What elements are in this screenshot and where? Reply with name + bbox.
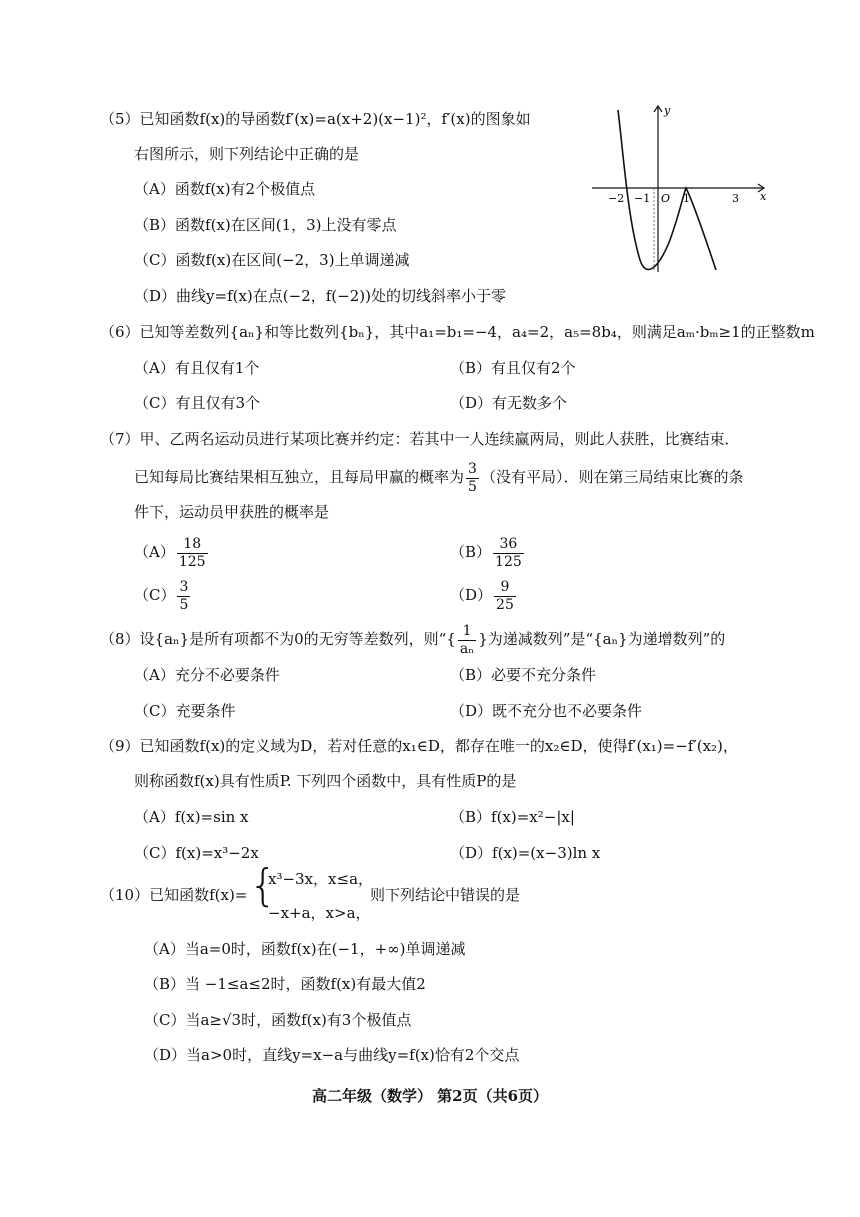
q7-option-a: [134, 535, 210, 571]
q8-reciprocal-fraction: [458, 623, 476, 658]
fraction-denominator: 125: [495, 553, 522, 570]
q8-option-b: （B）必要不充分条件: [450, 666, 597, 684]
fraction-numerator: 18: [177, 536, 208, 554]
q6-option-b: （B）有且仅有2个: [450, 359, 576, 377]
q9-stem-line2: 则称函数f(x)具有性质P. 下列四个函数中，具有性质P的是: [134, 772, 517, 790]
option-fraction: [177, 536, 208, 571]
q6-option-c: （C）有且仅有3个: [134, 394, 261, 412]
option-label: （A）: [134, 543, 175, 561]
q10-option-d: （D）当a>0时，直线y=x−a与曲线y=f(x)恰有2个交点: [144, 1046, 520, 1064]
fraction-denominator: 125: [178, 553, 206, 570]
q5-stem-line2: 右图所示，则下列结论中正确的是: [134, 145, 360, 163]
q5-derivative-graph: [588, 100, 768, 280]
q5-option-c: （C）函数f(x)在区间(−2，3)上单调递减: [134, 251, 410, 269]
fraction-numerator: 3: [468, 460, 477, 477]
q7-stem-line2-post: （没有平局）．则在第三局结束比赛的条: [480, 468, 744, 486]
q10-option-c: （C）当a≥√3时，函数f(x)有3个极值点: [144, 1011, 412, 1029]
origin-label: O: [661, 192, 671, 205]
q9-option-a: （A）f(x)=sin x: [134, 808, 249, 826]
q6-option-d: （D）有无数多个: [450, 394, 568, 412]
fraction-denominator: 25: [496, 596, 514, 613]
option-label: （C）: [134, 586, 176, 604]
q7-option-b: [450, 535, 526, 571]
q5-option-a: （A）函数f(x)有2个极值点: [134, 180, 316, 198]
tick-label-1: 1: [683, 192, 690, 205]
q9-option-c: （C）f(x)=x³−2x: [134, 844, 259, 862]
q10-option-b: （B）当 −1≤a≤2时，函数f(x)有最大值2: [144, 975, 426, 993]
q7-option-d: [450, 578, 518, 614]
q8-stem-pre: （8）设{aₙ}是所有项都不为0的无穷等差数列，则“{: [100, 630, 456, 648]
q7-stem-line2-pre: 已知每局比赛结果相互独立，且每局甲赢的概率为: [134, 468, 465, 486]
fraction-numerator: 36: [493, 536, 524, 554]
piecewise-brace: {: [249, 860, 277, 911]
q10-stem-pre: （10）已知函数f(x)=: [100, 886, 248, 904]
q8-option-c: （C）充要条件: [134, 702, 236, 720]
tick-label-3: 3: [732, 192, 739, 205]
option-fraction: [494, 579, 516, 614]
q6-option-a: （A）有且仅有1个: [134, 359, 260, 377]
q9-option-d: （D）f(x)=(x−3)ln x: [450, 844, 601, 862]
q5-option-d: （D）曲线y=f(x)在点(−2，f(−2))处的切线斜率小于零: [134, 287, 506, 305]
q8-option-a: （A）充分不必要条件: [134, 666, 280, 684]
fraction-numerator: 3: [179, 578, 189, 595]
option-fraction: [177, 579, 190, 614]
q6-stem: （6）已知等差数列{aₙ}和等比数列{bₙ}，其中a₁=b₁=−4，a₄=2，a₅=8b₄，则满足aₘ·bₘ≥1的正整数m: [100, 323, 815, 341]
derivative-curve: [618, 110, 716, 270]
x-axis-label: x: [760, 190, 767, 203]
q7-stem-line2: [134, 460, 743, 496]
tick-label-minus1: −1: [634, 192, 651, 205]
q7-stem-line3: 件下，运动员甲获胜的概率是: [134, 503, 330, 521]
fraction-denominator: 5: [179, 596, 189, 613]
q10-piece2: −x+a，x>a，: [268, 904, 371, 922]
q9-stem-line1: （9）已知函数f(x)的定义域为D，若对任意的x₁∈D，都存在唯一的x₂∈D，使得f′(x₁)=−f′(x₂)，: [100, 737, 738, 755]
option-fraction: [493, 536, 524, 571]
q5-stem-line1: （5）已知函数f(x)的导函数f′(x)=a(x+2)(x−1)²，f′(x)的图象如: [100, 110, 531, 128]
q10-piece1: x³−3x，x≤a，: [268, 870, 374, 888]
q9-option-b: （B）f(x)=x²−|x|: [450, 808, 575, 826]
page-footer: 高二年级（数学） 第2页（共6页）: [311, 1087, 549, 1105]
q7-option-c: [134, 578, 192, 614]
q5-option-b: （B）函数f(x)在区间(1，3)上没有零点: [134, 216, 397, 234]
q8-option-d: （D）既不充分也不必要条件: [450, 702, 643, 720]
option-label: （B）: [450, 543, 492, 561]
q7-stem-line1: （7）甲、乙两名运动员进行某项比赛并约定：若其中一人连续赢两局，则此人获胜，比赛结束．: [100, 430, 740, 448]
fraction-denominator: 5: [468, 478, 477, 495]
q7-probability-fraction: [466, 461, 479, 496]
q10-option-a: （A）当a=0时，函数f(x)在(−1，+∞)单调递减: [144, 940, 466, 958]
fraction-numerator: 1: [458, 623, 476, 641]
q10-stem-post: 则下列结论中错误的是: [370, 886, 521, 904]
y-axis-label: y: [664, 104, 671, 117]
tick-label-minus2: −2: [608, 192, 625, 205]
fraction-numerator: 9: [494, 579, 516, 597]
option-label: （D）: [450, 586, 493, 604]
fraction-denominator: aₙ: [459, 640, 475, 657]
q8-stem: [100, 622, 725, 658]
q8-stem-post: }为递减数列”是“{aₙ}为递增数列”的: [478, 630, 726, 648]
